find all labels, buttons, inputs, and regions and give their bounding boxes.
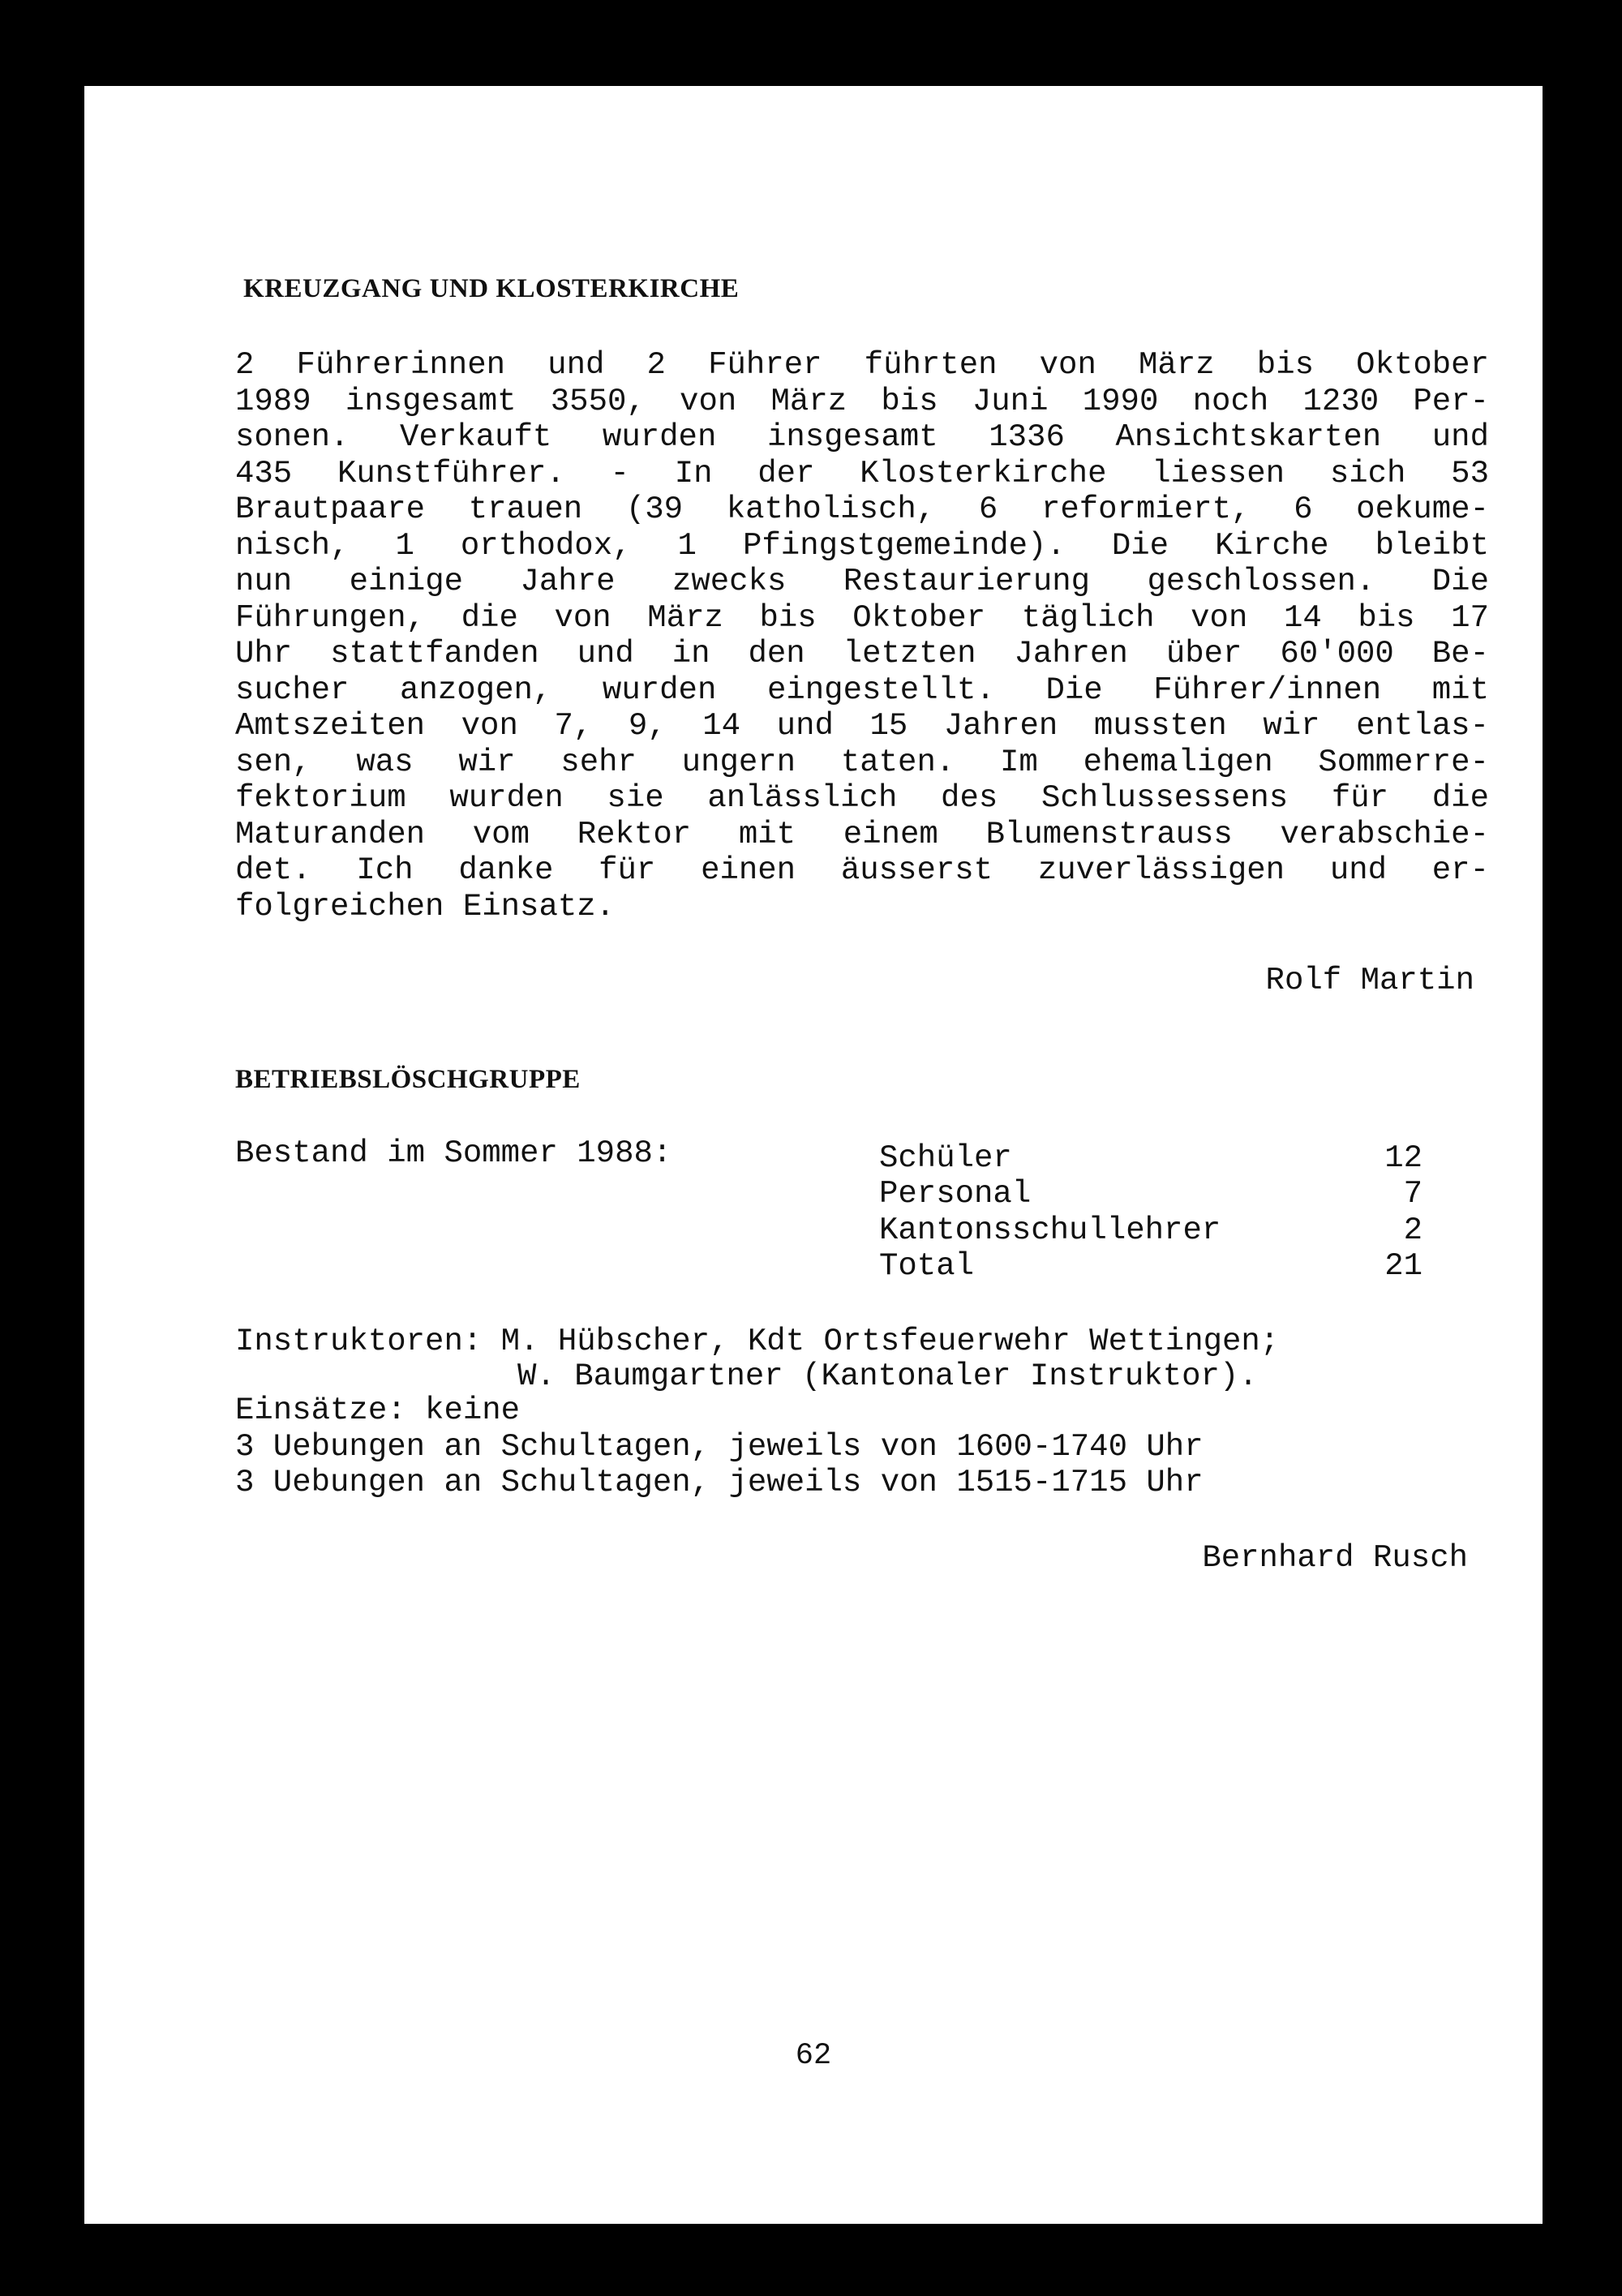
- paragraph-line: sen, was wir sehr ungern taten. Im ehemaligen Sommerre-: [235, 744, 1489, 780]
- paragraph-line: Maturanden vom Rektor mit einem Blumenstrauss verabschie-: [235, 816, 1489, 852]
- section-heading-betriebsloeschgruppe: BETRIEBSLÖSCHGRUPPE: [235, 1065, 581, 1094]
- paragraph-line: Führungen, die von März bis Oktober täglich von 14 bis 17: [235, 599, 1489, 636]
- bestand-row-label: Kantonsschullehrer: [879, 1212, 1221, 1248]
- document-page: [84, 86, 1543, 2224]
- section-heading-kreuzgang: KREUZGANG UND KLOSTERKIRCHE: [243, 274, 740, 303]
- einsaetze-line: Einsätze: keine: [235, 1393, 521, 1428]
- bestand-row-value: 7: [1403, 1176, 1422, 1212]
- paragraph-line: 2 Führerinnen und 2 Führer führten von März bis Oktober: [235, 347, 1489, 383]
- bestand-row-value: 2: [1403, 1212, 1422, 1248]
- paragraph-line: fektorium wurden sie anlässlich des Schlussessens für die: [235, 780, 1489, 816]
- uebungen-line: 3 Uebungen an Schultagen, jeweils von 1515-1715 Uhr: [235, 1465, 1204, 1500]
- uebungen-line: 3 Uebungen an Schultagen, jeweils von 1600-1740 Uhr: [235, 1429, 1204, 1465]
- paragraph-line: sonen. Verkauft wurden insgesamt 1336 Ansichtskarten und: [235, 419, 1489, 455]
- paragraph-line: nisch, 1 orthodox, 1 Pfingstgemeinde). Die Kirche bleibt: [235, 527, 1489, 564]
- paragraph-line: Amtszeiten von 7, 9, 14 und 15 Jahren mussten wir entlas-: [235, 708, 1489, 744]
- bestand-label: Bestand im Sommer 1988:: [235, 1135, 672, 1171]
- bestand-row-value: 12: [1384, 1140, 1422, 1176]
- paragraph-line: det. Ich danke für einen äusserst zuverlässigen und er-: [235, 852, 1489, 888]
- paragraph-line: Uhr stattfanden und in den letzten Jahren über 60'000 Be-: [235, 636, 1489, 672]
- bestand-row-label: Schüler: [879, 1140, 1012, 1176]
- signature-bernhard-rusch: Bernhard Rusch: [1202, 1540, 1468, 1576]
- instruktoren-line: Instruktoren: M. Hübscher, Kdt Ortsfeuerwehr Wettingen;: [235, 1324, 1280, 1359]
- paragraph-line: 435 Kunstführer. - In der Klosterkirche liessen sich 53: [235, 455, 1489, 491]
- signature-rolf-martin: Rolf Martin: [1265, 963, 1474, 998]
- paragraph-line: sucher anzogen, wurden eingestellt. Die Führer/innen mit: [235, 672, 1489, 708]
- page-number: 62: [795, 2039, 832, 2073]
- paragraph-line: nun einige Jahre zwecks Restaurierung geschlossen. Die: [235, 564, 1489, 599]
- bestand-row-value: 21: [1384, 1248, 1422, 1284]
- instruktoren-line-2: W. Baumgartner (Kantonaler Instruktor).: [517, 1358, 1258, 1394]
- paragraph-line: Brautpaare trauen (39 katholisch, 6 reformiert, 6 oekume-: [235, 491, 1489, 527]
- paragraph-line: folgreichen Einsatz.: [235, 888, 616, 925]
- paragraph-line: 1989 insgesamt 3550, von März bis Juni 1990 noch 1230 Per-: [235, 383, 1489, 419]
- paragraph-kreuzgang: [235, 347, 1489, 925]
- bestand-row-label: Personal: [879, 1176, 1032, 1212]
- bestand-row-label: Total: [879, 1248, 975, 1284]
